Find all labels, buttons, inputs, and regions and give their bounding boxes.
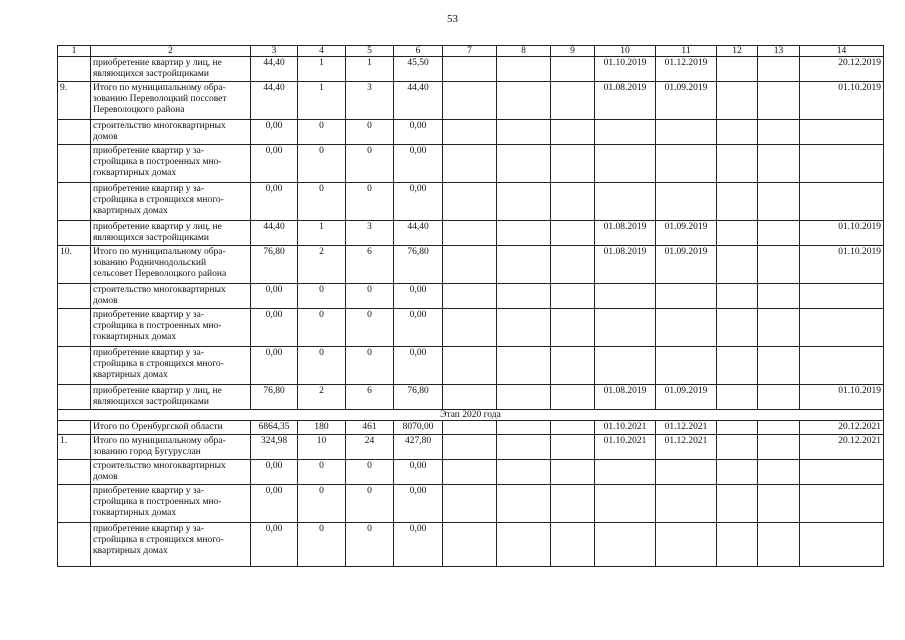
column-number-1: 1	[58, 46, 91, 57]
column-number-10: 10	[595, 46, 656, 57]
col-7-value	[443, 246, 497, 284]
col-10-value	[595, 523, 656, 567]
col-13-value	[758, 385, 800, 410]
col-9-value	[551, 385, 595, 410]
col-3-value: 0,00	[251, 309, 298, 347]
col-14-value: 20.12.2021	[800, 435, 884, 460]
column-number-14: 14	[800, 46, 884, 57]
col-6-value: 76,80	[394, 246, 443, 284]
col-9-value	[551, 57, 595, 82]
col-8-value	[497, 435, 551, 460]
col-10-value: 01.10.2021	[595, 435, 656, 460]
table-row	[58, 183, 884, 221]
col-12-value	[717, 183, 758, 221]
col-4-value: 2	[298, 246, 346, 284]
col-14-value	[800, 309, 884, 347]
col-7-value	[443, 221, 497, 246]
col-6-value: 44,40	[394, 221, 443, 246]
table-row	[58, 246, 884, 284]
table-body-2020	[58, 421, 884, 567]
col-7-value	[443, 120, 497, 145]
row-name: Итого по муниципальному обра- зованию город Бугуруслан	[91, 435, 251, 460]
col-11-value: 01.12.2019	[656, 57, 717, 82]
row-name: Итого по муниципальному обра- зованию Родничнодольский сельсовет Переволоцкого района	[91, 246, 251, 284]
col-11-value	[656, 309, 717, 347]
col-7-value	[443, 145, 497, 183]
col-8-value	[497, 183, 551, 221]
col-6-value: 0,00	[394, 347, 443, 385]
col-8-value	[497, 523, 551, 567]
col-9-value	[551, 460, 595, 485]
row-name: приобретение квартир у за- стройщика в построенных мно- гоквартирных домах	[91, 485, 251, 523]
col-9-value	[551, 309, 595, 347]
col-14-value	[800, 120, 884, 145]
col-10-value	[595, 309, 656, 347]
col-13-value	[758, 421, 800, 435]
col-4-value: 0	[298, 347, 346, 385]
col-6-value: 0,00	[394, 145, 443, 183]
col-8-value	[497, 385, 551, 410]
col-6-value: 8070,00	[394, 421, 443, 435]
col-5-value: 0	[346, 347, 394, 385]
col-10-value: 01.08.2019	[595, 246, 656, 284]
row-number: 9.	[58, 82, 91, 120]
col-11-value	[656, 523, 717, 567]
col-10-value: 01.08.2019	[595, 385, 656, 410]
col-4-value: 180	[298, 421, 346, 435]
col-6-value: 44,40	[394, 82, 443, 120]
row-name: приобретение квартир у лиц, не являющихся застройщиками	[91, 385, 251, 410]
col-3-value: 0,00	[251, 120, 298, 145]
column-number-4: 4	[298, 46, 346, 57]
col-12-value	[717, 246, 758, 284]
col-3-value: 0,00	[251, 145, 298, 183]
col-9-value	[551, 421, 595, 435]
col-9-value	[551, 347, 595, 385]
col-4-value: 0	[298, 309, 346, 347]
col-7-value	[443, 523, 497, 567]
col-12-value	[717, 57, 758, 82]
col-3-value: 324,98	[251, 435, 298, 460]
col-8-value	[497, 57, 551, 82]
col-14-value	[800, 347, 884, 385]
col-7-value	[443, 82, 497, 120]
column-number-8: 8	[497, 46, 551, 57]
column-number-11: 11	[656, 46, 717, 57]
row-number	[58, 385, 91, 410]
col-12-value	[717, 347, 758, 385]
col-8-value	[497, 460, 551, 485]
col-3-value: 44,40	[251, 221, 298, 246]
row-number	[58, 120, 91, 145]
table-row	[58, 385, 884, 410]
col-3-value: 0,00	[251, 460, 298, 485]
row-number	[58, 183, 91, 221]
col-13-value	[758, 145, 800, 183]
col-10-value	[595, 145, 656, 183]
table-row	[58, 309, 884, 347]
col-4-value: 0	[298, 284, 346, 309]
stage-row	[58, 410, 884, 421]
row-name: приобретение квартир у за- стройщика в строящихся много- квартирных домах	[91, 347, 251, 385]
col-13-value	[758, 523, 800, 567]
col-7-value	[443, 485, 497, 523]
col-5-value: 0	[346, 460, 394, 485]
col-11-value	[656, 120, 717, 145]
col-10-value	[595, 284, 656, 309]
row-name: приобретение квартир у за- стройщика в построенных мно- гоквартирных домах	[91, 145, 251, 183]
col-12-value	[717, 523, 758, 567]
col-8-value	[497, 145, 551, 183]
col-11-value	[656, 183, 717, 221]
col-5-value: 0	[346, 120, 394, 145]
column-number-13: 13	[758, 46, 800, 57]
col-12-value	[717, 485, 758, 523]
col-7-value	[443, 284, 497, 309]
col-4-value: 10	[298, 435, 346, 460]
col-12-value	[717, 221, 758, 246]
col-3-value: 0,00	[251, 485, 298, 523]
table-row	[58, 284, 884, 309]
col-6-value: 45,50	[394, 57, 443, 82]
col-14-value: 01.10.2019	[800, 385, 884, 410]
col-12-value	[717, 120, 758, 145]
col-11-value	[656, 145, 717, 183]
col-5-value: 1	[346, 57, 394, 82]
col-10-value	[595, 460, 656, 485]
row-number	[58, 309, 91, 347]
row-name: строительство многоквартирных домов	[91, 120, 251, 145]
col-14-value	[800, 460, 884, 485]
col-6-value: 76,80	[394, 385, 443, 410]
col-6-value: 0,00	[394, 183, 443, 221]
row-number	[58, 460, 91, 485]
col-8-value	[497, 421, 551, 435]
row-name: приобретение квартир у лиц, не являющихся застройщиками	[91, 221, 251, 246]
row-number: 1.	[58, 435, 91, 460]
col-9-value	[551, 523, 595, 567]
col-14-value	[800, 485, 884, 523]
col-5-value: 0	[346, 309, 394, 347]
col-13-value	[758, 435, 800, 460]
col-7-value	[443, 309, 497, 347]
col-10-value	[595, 485, 656, 523]
col-4-value: 0	[298, 460, 346, 485]
column-number-2: 2	[91, 46, 251, 57]
col-13-value	[758, 57, 800, 82]
col-5-value: 24	[346, 435, 394, 460]
col-5-value: 461	[346, 421, 394, 435]
col-4-value: 0	[298, 120, 346, 145]
column-number-7: 7	[443, 46, 497, 57]
row-number: 10.	[58, 246, 91, 284]
col-7-value	[443, 385, 497, 410]
col-9-value	[551, 284, 595, 309]
col-11-value	[656, 485, 717, 523]
col-7-value	[443, 421, 497, 435]
col-7-value	[443, 347, 497, 385]
col-11-value: 01.09.2019	[656, 82, 717, 120]
col-7-value	[443, 183, 497, 221]
row-name: строительство многоквартирных домов	[91, 460, 251, 485]
col-4-value: 0	[298, 183, 346, 221]
col-4-value: 1	[298, 57, 346, 82]
row-name: приобретение квартир у за- стройщика в строящихся много- квартирных домах	[91, 523, 251, 567]
col-13-value	[758, 246, 800, 284]
col-5-value: 0	[346, 485, 394, 523]
col-14-value: 20.12.2021	[800, 421, 884, 435]
col-4-value: 2	[298, 385, 346, 410]
col-3-value: 0,00	[251, 284, 298, 309]
col-14-value: 01.10.2019	[800, 221, 884, 246]
col-8-value	[497, 82, 551, 120]
col-7-value	[443, 435, 497, 460]
row-number	[58, 284, 91, 309]
col-10-value: 01.08.2019	[595, 221, 656, 246]
col-9-value	[551, 485, 595, 523]
row-name: приобретение квартир у лиц, не являющихся застройщиками	[91, 57, 251, 82]
col-4-value: 1	[298, 221, 346, 246]
col-12-value	[717, 460, 758, 485]
col-3-value: 76,80	[251, 246, 298, 284]
col-5-value: 0	[346, 183, 394, 221]
col-8-value	[497, 284, 551, 309]
col-5-value: 6	[346, 385, 394, 410]
col-5-value: 3	[346, 221, 394, 246]
col-14-value: 01.10.2019	[800, 246, 884, 284]
row-number	[58, 485, 91, 523]
row-name: приобретение квартир у за- стройщика в строящихся много- квартирных домах	[91, 183, 251, 221]
table-row	[58, 421, 884, 435]
page-number: 53	[447, 13, 458, 25]
col-12-value	[717, 284, 758, 309]
col-13-value	[758, 82, 800, 120]
data-table	[57, 45, 884, 567]
col-12-value	[717, 82, 758, 120]
col-10-value: 01.10.2019	[595, 57, 656, 82]
column-number-12: 12	[717, 46, 758, 57]
col-5-value: 3	[346, 82, 394, 120]
col-3-value: 0,00	[251, 347, 298, 385]
row-number	[58, 523, 91, 567]
col-8-value	[497, 309, 551, 347]
col-11-value	[656, 460, 717, 485]
col-3-value: 44,40	[251, 82, 298, 120]
table-row	[58, 120, 884, 145]
table-row	[58, 485, 884, 523]
table-row	[58, 221, 884, 246]
col-13-value	[758, 183, 800, 221]
col-11-value	[656, 347, 717, 385]
col-12-value	[717, 145, 758, 183]
col-14-value	[800, 284, 884, 309]
col-14-value	[800, 145, 884, 183]
col-6-value: 0,00	[394, 485, 443, 523]
col-5-value: 0	[346, 284, 394, 309]
col-6-value: 0,00	[394, 460, 443, 485]
col-11-value: 01.09.2019	[656, 246, 717, 284]
col-8-value	[497, 246, 551, 284]
table-row	[58, 523, 884, 567]
col-11-value: 01.12.2021	[656, 435, 717, 460]
column-number-6: 6	[394, 46, 443, 57]
col-9-value	[551, 183, 595, 221]
col-14-value: 20.12.2019	[800, 57, 884, 82]
column-number-row	[58, 46, 884, 57]
col-8-value	[497, 221, 551, 246]
col-9-value	[551, 120, 595, 145]
col-13-value	[758, 309, 800, 347]
col-4-value: 1	[298, 82, 346, 120]
col-5-value: 0	[346, 145, 394, 183]
table-row	[58, 460, 884, 485]
col-9-value	[551, 145, 595, 183]
col-4-value: 0	[298, 523, 346, 567]
col-13-value	[758, 485, 800, 523]
col-4-value: 0	[298, 145, 346, 183]
table-row	[58, 82, 884, 120]
col-11-value	[656, 284, 717, 309]
row-number	[58, 347, 91, 385]
col-14-value	[800, 523, 884, 567]
col-12-value	[717, 309, 758, 347]
col-7-value	[443, 57, 497, 82]
row-number	[58, 145, 91, 183]
row-name: строительство многоквартирных домов	[91, 284, 251, 309]
table-row	[58, 145, 884, 183]
col-4-value: 0	[298, 485, 346, 523]
col-3-value: 44,40	[251, 57, 298, 82]
col-5-value: 6	[346, 246, 394, 284]
col-6-value: 427,80	[394, 435, 443, 460]
col-3-value: 76,80	[251, 385, 298, 410]
col-14-value	[800, 183, 884, 221]
row-name: Итого по Оренбургской области	[91, 421, 251, 435]
col-8-value	[497, 347, 551, 385]
col-10-value	[595, 347, 656, 385]
col-11-value: 01.09.2019	[656, 385, 717, 410]
col-8-value	[497, 120, 551, 145]
col-3-value: 0,00	[251, 523, 298, 567]
col-12-value	[717, 435, 758, 460]
col-7-value	[443, 460, 497, 485]
col-12-value	[717, 385, 758, 410]
col-5-value: 0	[346, 523, 394, 567]
col-13-value	[758, 347, 800, 385]
table-row	[58, 347, 884, 385]
col-9-value	[551, 82, 595, 120]
row-name: Итого по муниципальному обра- зованию Переволоцкий поссовет Переволоцкого района	[91, 82, 251, 120]
col-14-value: 01.10.2019	[800, 82, 884, 120]
table-row	[58, 435, 884, 460]
col-10-value	[595, 183, 656, 221]
col-13-value	[758, 460, 800, 485]
col-9-value	[551, 246, 595, 284]
col-11-value: 01.12.2021	[656, 421, 717, 435]
col-10-value	[595, 120, 656, 145]
col-13-value	[758, 284, 800, 309]
table-row	[58, 57, 884, 82]
row-number	[58, 221, 91, 246]
table-body-2019	[58, 57, 884, 410]
col-8-value	[497, 485, 551, 523]
col-6-value: 0,00	[394, 284, 443, 309]
stage-label: Этап 2020 года	[58, 410, 884, 421]
col-13-value	[758, 221, 800, 246]
row-number	[58, 57, 91, 82]
row-name: приобретение квартир у за- стройщика в построенных мно- гоквартирных домах	[91, 309, 251, 347]
column-number-5: 5	[346, 46, 394, 57]
column-number-3: 3	[251, 46, 298, 57]
col-9-value	[551, 435, 595, 460]
col-3-value: 0,00	[251, 183, 298, 221]
column-number-9: 9	[551, 46, 595, 57]
col-6-value: 0,00	[394, 120, 443, 145]
col-12-value	[717, 421, 758, 435]
col-3-value: 6864,35	[251, 421, 298, 435]
col-6-value: 0,00	[394, 523, 443, 567]
col-9-value	[551, 221, 595, 246]
col-10-value: 01.10.2021	[595, 421, 656, 435]
col-10-value: 01.08.2019	[595, 82, 656, 120]
col-13-value	[758, 120, 800, 145]
row-number	[58, 421, 91, 435]
col-6-value: 0,00	[394, 309, 443, 347]
col-11-value: 01.09.2019	[656, 221, 717, 246]
